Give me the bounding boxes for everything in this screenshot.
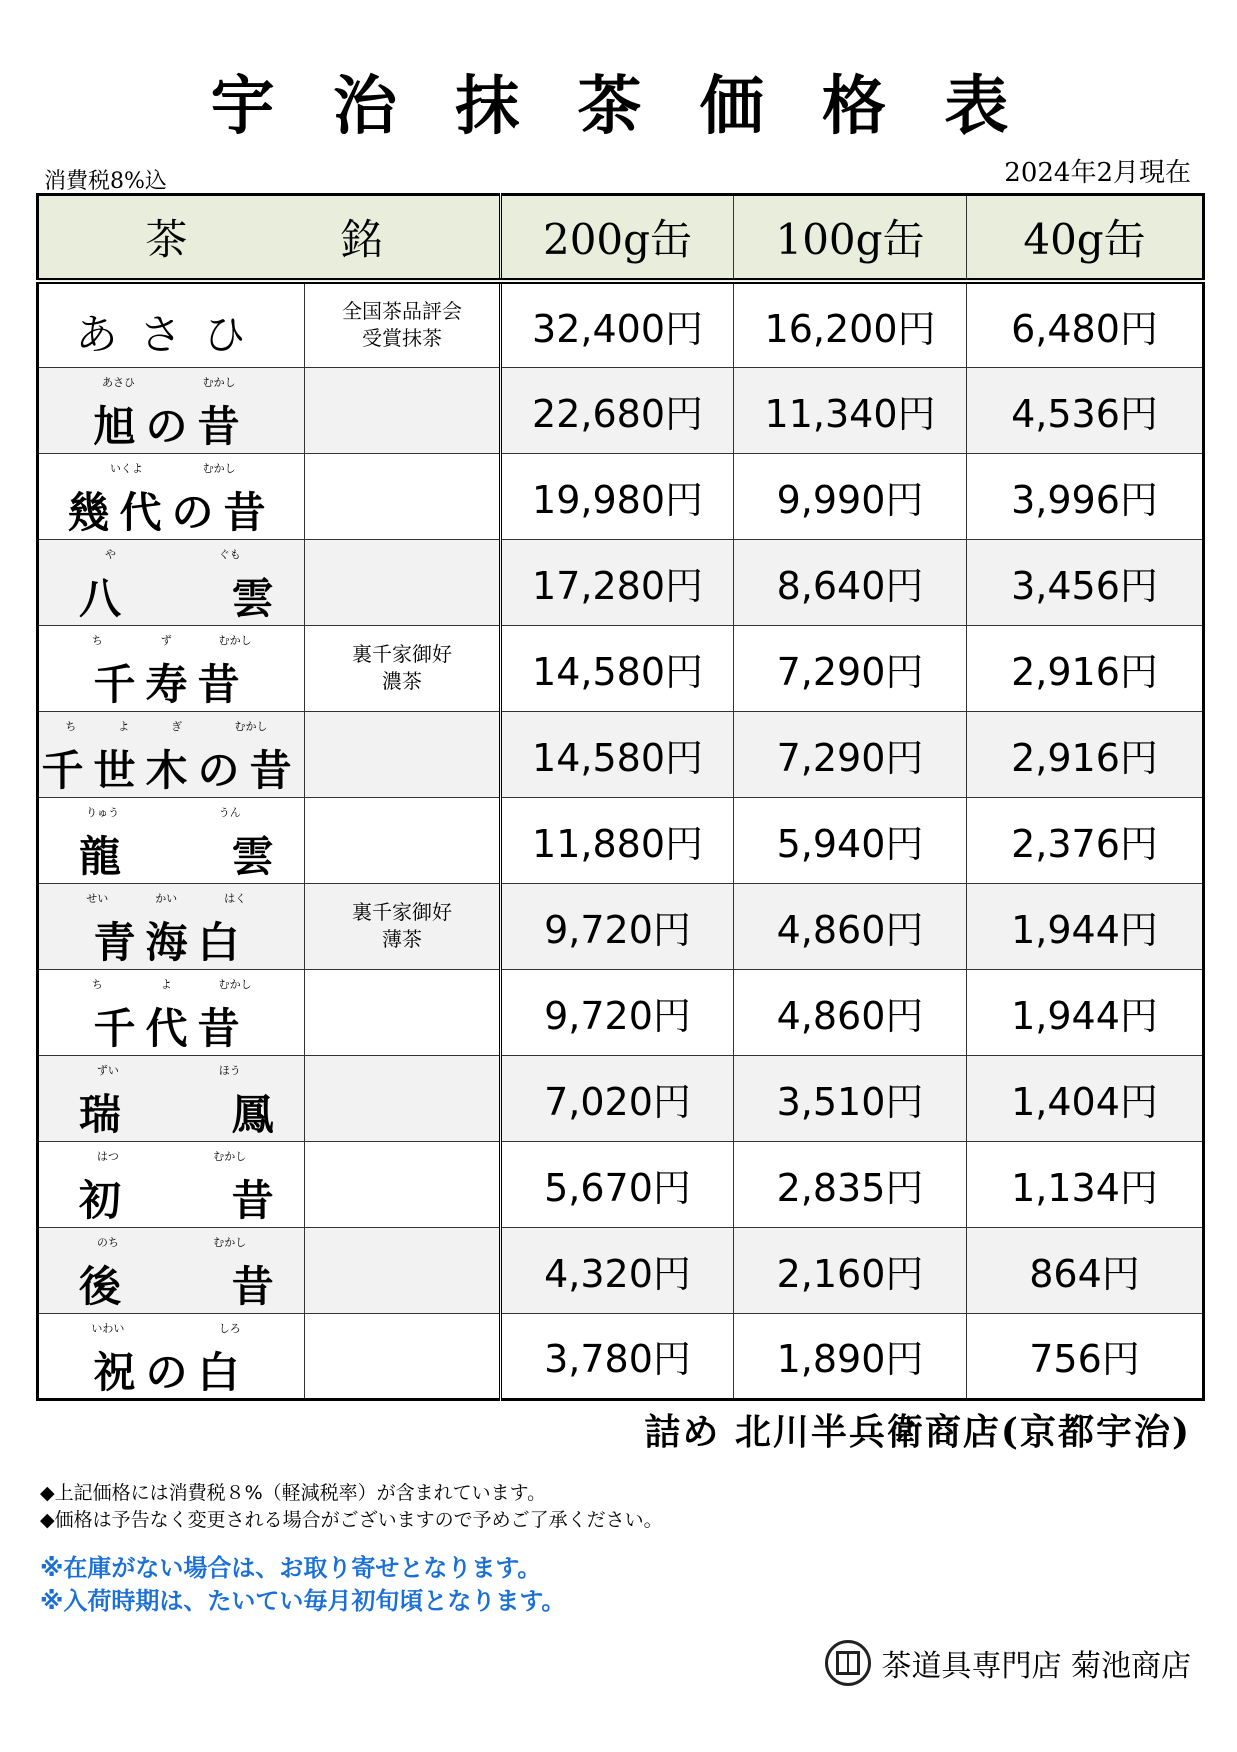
price-40g: 2,376円 <box>967 797 1204 883</box>
ruby-reading <box>39 718 304 732</box>
column-header-100g: 100g缶 <box>734 195 967 282</box>
notice-list <box>40 1480 663 1534</box>
price-200g: 17,280円 <box>501 539 734 625</box>
ruby-text: ぎ <box>171 719 183 733</box>
ruby-text: ず <box>160 633 172 647</box>
tea-name-cell <box>38 539 322 625</box>
ruby-text: むかし <box>202 461 236 475</box>
table-row <box>38 539 1204 625</box>
tea-note-cell <box>305 281 501 367</box>
ruby-text: かい <box>155 891 178 905</box>
shop-logo-icon <box>825 1640 871 1686</box>
tea-name: 千代昔 <box>93 1003 250 1053</box>
ruby-text: や <box>105 547 117 561</box>
tea-name-cell <box>38 281 305 367</box>
page-title: 宇 治 抹 茶 価 格 表 <box>210 69 1027 144</box>
price-40g: 3,456円 <box>967 539 1204 625</box>
ruby-text: ほう <box>218 1063 241 1077</box>
tea-name-cell <box>38 1227 322 1313</box>
price-100g: 1,890円 <box>734 1313 967 1399</box>
ruby-text: いくよ <box>109 461 143 475</box>
packer-label: 詰め 北川半兵衛商店(京都宇治) <box>644 1411 1191 1453</box>
ruby-text: はく <box>224 891 247 905</box>
ruby-text: せい <box>86 891 109 905</box>
tea-name: 初 昔 <box>79 1175 322 1225</box>
price-100g: 16,200円 <box>734 281 967 367</box>
tea-name: 青海白 <box>93 917 250 967</box>
notice-item: ◆上記価格には消費税８%（軽減税率）が含まれています。 <box>40 1482 547 1504</box>
tea-name: 千寿昔 <box>93 659 250 709</box>
tea-name-cell <box>38 367 305 453</box>
price-100g: 2,160円 <box>734 1227 967 1313</box>
tea-name: 後 昔 <box>79 1261 322 1311</box>
tea-note-cell <box>305 1055 501 1141</box>
table-row <box>38 281 1204 367</box>
ruby-text: ぐも <box>218 547 241 561</box>
ruby-reading <box>39 1234 304 1248</box>
tea-name-cell <box>38 453 305 539</box>
tea-name: 旭の昔 <box>93 401 250 451</box>
tea-name: 祝の白 <box>93 1347 250 1397</box>
tea-name-cell <box>38 797 322 883</box>
tea-note-cell <box>305 539 501 625</box>
tea-name-cell <box>38 625 305 711</box>
ruby-reading <box>39 1148 304 1162</box>
tea-name: あさひ <box>75 310 268 359</box>
notice-item: ◆価格は予告なく変更される場合がございますので予めご了承ください。 <box>40 1509 663 1531</box>
table-row <box>38 1227 1204 1313</box>
tea-name: 幾代の昔 <box>67 487 276 537</box>
tea-note-cell <box>305 797 501 883</box>
price-200g: 4,320円 <box>501 1227 734 1313</box>
tea-name-cell <box>38 1055 322 1141</box>
table-row <box>38 1313 1204 1399</box>
price-100g: 7,290円 <box>734 625 967 711</box>
ruby-reading <box>39 374 304 388</box>
price-200g: 14,580円 <box>501 625 734 711</box>
price-40g: 1,944円 <box>967 883 1204 969</box>
price-40g: 2,916円 <box>967 711 1204 797</box>
tea-note-cell <box>305 367 501 453</box>
tea-note-cell <box>305 1141 501 1227</box>
column-header-tea-name: 茶 銘 <box>38 195 501 282</box>
table-row <box>38 883 1204 969</box>
price-200g: 32,400円 <box>501 281 734 367</box>
price-100g: 4,860円 <box>734 969 967 1055</box>
ruby-text: いわい <box>91 1321 125 1335</box>
ruby-text: のち <box>96 1235 119 1249</box>
ruby-reading <box>39 460 304 474</box>
ruby-reading <box>39 632 304 646</box>
ruby-text: むかし <box>234 719 268 733</box>
tax-included-note: 消費税8%込 <box>44 169 167 194</box>
price-100g: 8,640円 <box>734 539 967 625</box>
price-100g: 4,860円 <box>734 883 967 969</box>
ruby-text: ち <box>91 633 103 647</box>
price-40g: 2,916円 <box>967 625 1204 711</box>
ruby-reading <box>39 804 304 818</box>
ruby-text: よ <box>160 977 172 991</box>
stock-notes <box>40 1552 565 1618</box>
tea-note-cell <box>305 969 501 1055</box>
price-40g: 756円 <box>967 1313 1204 1399</box>
price-40g: 3,996円 <box>967 453 1204 539</box>
tea-name-cell <box>38 1313 305 1399</box>
table-row <box>38 797 1204 883</box>
price-40g: 4,536円 <box>967 367 1204 453</box>
ruby-text: ずい <box>96 1063 119 1077</box>
price-100g: 2,835円 <box>734 1141 967 1227</box>
price-100g: 3,510円 <box>734 1055 967 1141</box>
tea-name-cell <box>38 711 305 797</box>
table-row <box>38 711 1204 797</box>
tea-name: 千世木の昔 <box>41 745 302 795</box>
tea-note-line: 裏千家御好 <box>352 900 452 924</box>
ruby-reading <box>39 976 304 990</box>
tea-note-cell <box>305 1313 501 1399</box>
tea-note-cell <box>305 1227 501 1313</box>
price-100g: 5,940円 <box>734 797 967 883</box>
ruby-reading <box>39 890 304 904</box>
ruby-text: むかし <box>213 1149 247 1163</box>
table-header-row <box>38 195 1204 282</box>
price-100g: 11,340円 <box>734 367 967 453</box>
price-40g: 1,944円 <box>967 969 1204 1055</box>
table-row <box>38 625 1204 711</box>
price-200g: 7,020円 <box>501 1055 734 1141</box>
price-40g: 864円 <box>967 1227 1204 1313</box>
column-header-40g: 40g缶 <box>967 195 1204 282</box>
price-100g: 9,990円 <box>734 453 967 539</box>
tea-name-cell <box>38 969 305 1055</box>
ruby-text: むかし <box>202 375 236 389</box>
ruby-text: りゅう <box>86 805 120 819</box>
tea-name: 龍 雲 <box>79 831 322 881</box>
stock-note-item: ※在庫がない場合は、お取り寄せとなります。 <box>40 1554 542 1582</box>
price-40g: 1,134円 <box>967 1141 1204 1227</box>
stock-note-item: ※入荷時期は、たいてい毎月初旬頃となります。 <box>40 1587 566 1615</box>
price-200g: 22,680円 <box>501 367 734 453</box>
price-200g: 19,980円 <box>501 453 734 539</box>
ruby-text: ち <box>65 719 77 733</box>
tea-note-line: 全国茶品評会 <box>342 299 462 324</box>
price-date-note: 2024年2月現在 <box>1004 158 1191 188</box>
shop-name: 茶道具専門店 菊池商店 <box>881 1649 1191 1684</box>
ruby-text: ち <box>91 977 103 991</box>
price-table <box>36 193 1205 1401</box>
tea-note-line: 薄茶 <box>382 927 422 951</box>
ruby-text: うん <box>218 805 241 819</box>
ruby-text: はつ <box>96 1149 119 1163</box>
price-200g: 3,780円 <box>501 1313 734 1399</box>
table-row <box>38 969 1204 1055</box>
tea-note-line: 受賞抹茶 <box>362 326 442 351</box>
price-200g: 9,720円 <box>501 969 734 1055</box>
ruby-text: むかし <box>213 1235 247 1249</box>
tea-note-cell <box>305 711 501 797</box>
ruby-text: あさひ <box>102 375 135 389</box>
price-200g: 9,720円 <box>501 883 734 969</box>
shop-signature <box>825 1640 1191 1686</box>
tea-note-cell <box>305 883 501 969</box>
ruby-text: しろ <box>218 1321 241 1335</box>
tea-name: 瑞 鳳 <box>79 1089 322 1139</box>
price-40g: 6,480円 <box>967 281 1204 367</box>
table-row <box>38 453 1204 539</box>
price-40g: 1,404円 <box>967 1055 1204 1141</box>
tea-note-line: 濃茶 <box>382 669 422 693</box>
ruby-text: よ <box>118 719 130 733</box>
price-100g: 7,290円 <box>734 711 967 797</box>
tea-name-cell <box>38 1141 322 1227</box>
price-200g: 14,580円 <box>501 711 734 797</box>
ruby-reading <box>39 1320 304 1334</box>
tea-note-cell <box>305 625 501 711</box>
tea-name: 八 雲 <box>79 573 322 623</box>
column-header-200g: 200g缶 <box>501 195 734 282</box>
price-200g: 5,670円 <box>501 1141 734 1227</box>
ruby-reading <box>39 1062 304 1076</box>
ruby-text: むかし <box>218 977 252 991</box>
table-row <box>38 367 1204 453</box>
tea-note-cell <box>305 453 501 539</box>
price-200g: 11,880円 <box>501 797 734 883</box>
ruby-text: むかし <box>218 633 252 647</box>
tea-name-cell <box>38 883 305 969</box>
ruby-reading <box>39 546 304 560</box>
table-row <box>38 1141 1204 1227</box>
tea-note-line: 裏千家御好 <box>352 642 452 666</box>
table-row <box>38 1055 1204 1141</box>
